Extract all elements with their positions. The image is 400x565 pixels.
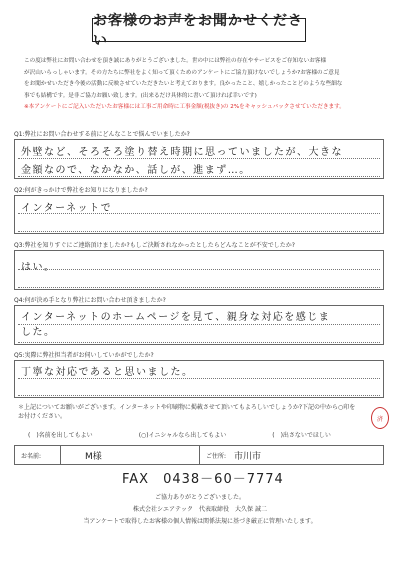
address-value: 市川市	[234, 451, 262, 462]
intro-line: をお聞かせいただき今後の活動に反映させていただきたいと考えております。良かったこと、嬉しかったことどのような些細な	[24, 81, 343, 88]
question-2-answer-line: インターネットで	[21, 203, 113, 214]
question-5-label: Q5:実際に弊社担当者がお伺いしていかがでしたか?	[14, 352, 154, 359]
address-cell[interactable]	[199, 446, 383, 464]
address-label: ご住所:	[206, 452, 227, 460]
publication-consent	[18, 402, 388, 439]
thanks-text: ご協力ありがとうございました。	[154, 494, 245, 501]
question-1-answer-box	[14, 139, 384, 179]
privacy-note: 当アンケートで取得したお客様の個人情報は関係法規に基づき厳正に管理いたします。	[83, 518, 317, 525]
question-5-answer-box	[14, 360, 384, 398]
company-signature: 株式会社シエアテック 代表取締役 大久保 誠二	[133, 506, 267, 513]
question-3-answer-box	[14, 250, 384, 290]
intro-line: この度は弊社にお問い合わせを頂き誠にありがとうございました。世の中には弊社の存在やサービスをご存知ないお客様	[24, 58, 327, 64]
consent-option-name[interactable]: ( )名前を出してもよい	[28, 432, 93, 439]
name-value[interactable]: M様	[85, 451, 102, 462]
question-4-answer-line: インターネットのホームページを見て、親身な対応を感じま	[21, 312, 331, 323]
consent-option-none[interactable]: ( )出さないでほしい	[272, 432, 331, 439]
cashback-note: ※本アンケートにご記入いただいたお客様には工事ご用命時に工事金額(税抜き)の 2%をキャッシュバックさせていただきます。	[24, 104, 345, 111]
page-title: お客様のお声をお聞かせください	[92, 18, 306, 42]
consent-option-initials[interactable]: (○)イニシャルなら出してもよい	[138, 432, 227, 439]
intro-line: が沢山いらっしゃいます。その方たちに弊社をよく知って頂くためのアンケートにご協力頂けないでしょうか?お客様のご意見	[24, 69, 340, 76]
question-4-answer-line: した。	[21, 327, 56, 338]
question-1-answer-line: 外壁など、そろそろ塗り替え時期に思っていましたが、大きな	[21, 147, 343, 158]
fax-number: FAX 0438－60－7774	[122, 472, 284, 487]
consent-text: ＊上記についてお願いがございます。インターネットや印刷物に掲載させて頂いてもよろしいでしょうか?下記の中から○印を	[18, 404, 356, 411]
intro-text	[24, 56, 380, 114]
question-2-answer-box	[14, 195, 384, 234]
question-2-label: Q2:何がきっかけで弊社をお知りになりましたか?	[14, 187, 148, 194]
question-3-label: Q3:弊社を知りすぐにご連絡頂けましたか?もしご決断されなかったとしたらどんなことが不安でしたか?	[14, 242, 295, 249]
question-3-answer-line: はい。	[21, 262, 56, 273]
intro-line: 事でも結構です。是非ご協力お願い致します。(出来るだけ具体的に書いて頂ければ幸いです)	[24, 92, 257, 99]
question-4-label: Q4:何が決め手となり弊社にお問い合わせ頂きましたか?	[14, 297, 166, 304]
question-4-answer-box	[14, 305, 384, 345]
consent-text-2: お付けください。	[18, 413, 67, 420]
question-1-answer-line: 金額なので、なかなか、話しが、進まず…。	[21, 165, 251, 176]
question-5-answer-line: 丁寧な対応であると思いました。	[21, 367, 194, 378]
approval-seal: 済	[371, 407, 389, 429]
name-label: お名前:	[15, 446, 61, 464]
customer-info-row	[14, 445, 384, 465]
question-1-label: Q1:弊社にお問い合わせする前にどんなことで悩んでいましたか?	[14, 131, 190, 138]
